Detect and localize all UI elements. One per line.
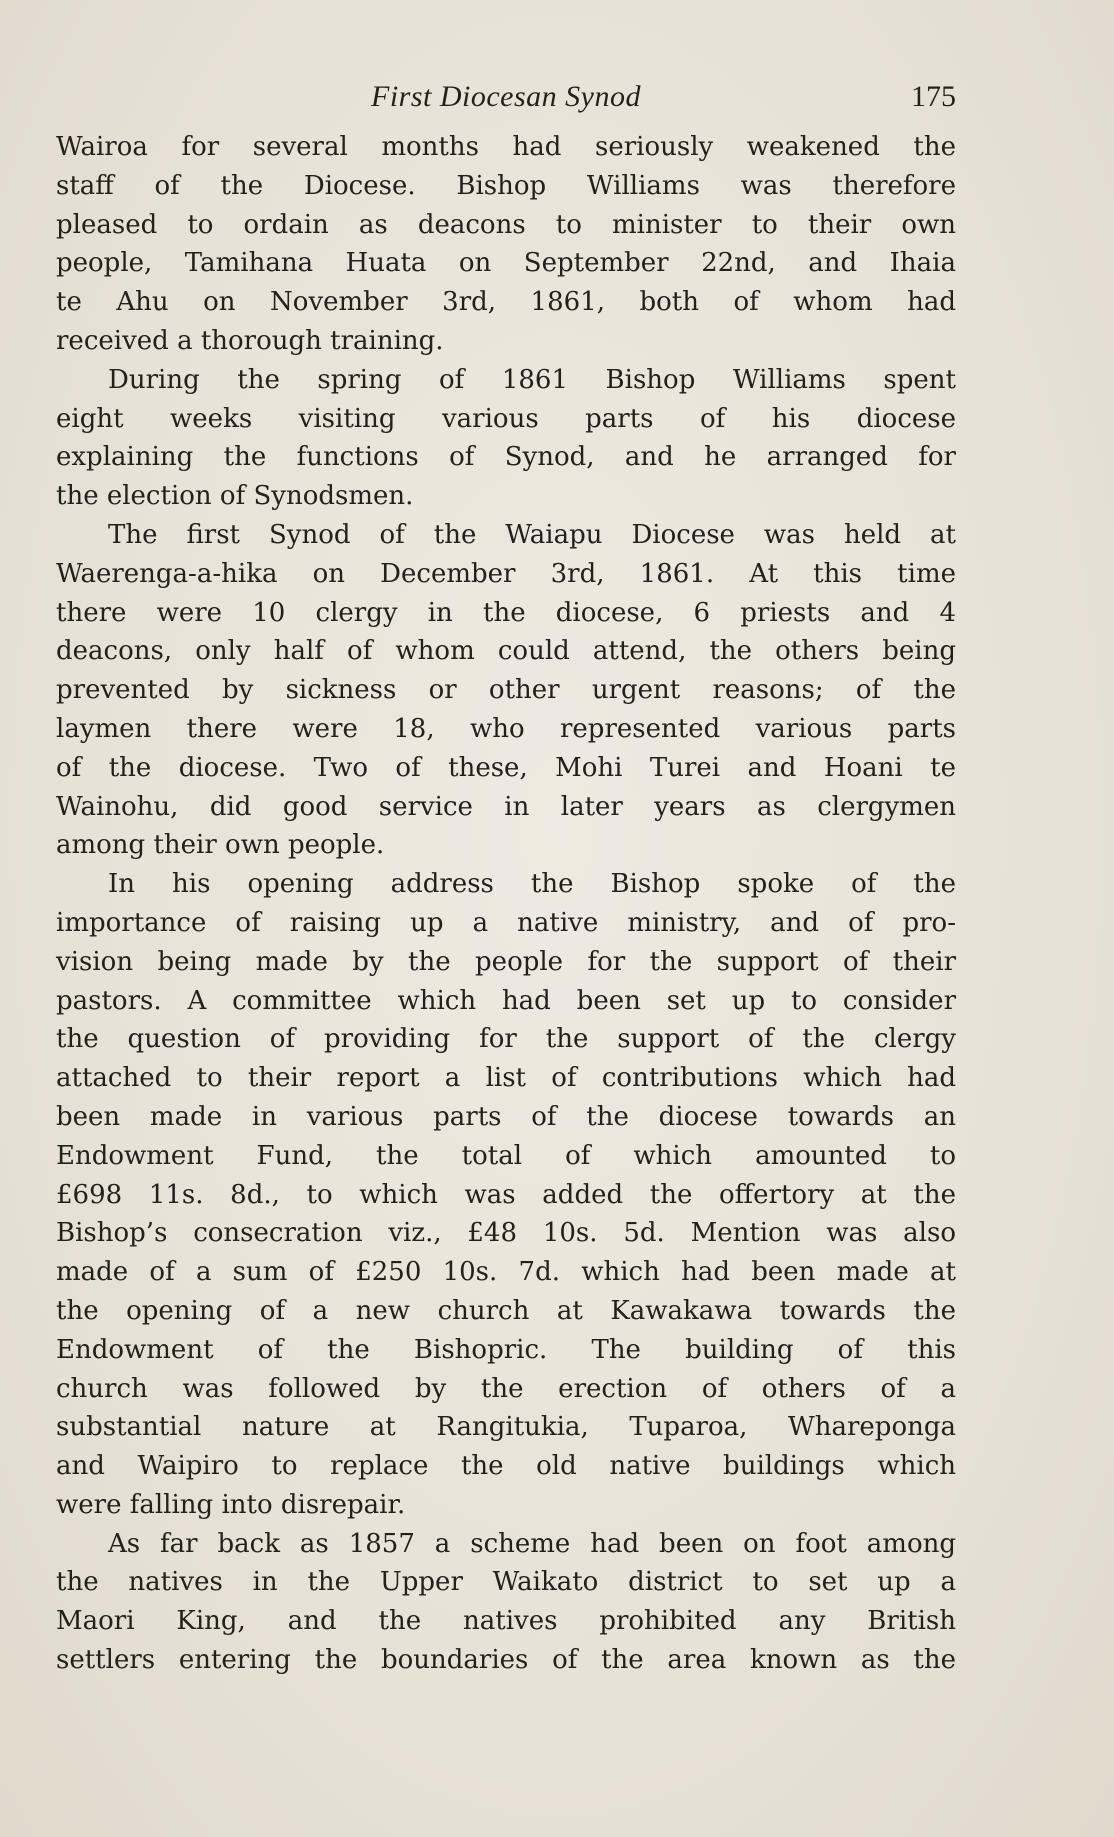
text-line: Endowment of the Bishopric. The building of this — [56, 1334, 956, 1365]
text-line: Wairoa for several months had seriously weakened the — [56, 132, 956, 162]
text-line: made of a sum of £250 10s. 7d. which had been made at — [56, 1257, 956, 1288]
body-text — [56, 128, 956, 1680]
paragraph — [56, 1525, 956, 1680]
text-line: laymen there were 18, who represented various parts — [56, 713, 956, 744]
text-line: In his opening address the Bishop spoke of the — [108, 869, 956, 900]
paragraph — [56, 516, 956, 865]
text-line: Endowment Fund, the total of which amounted to — [56, 1140, 956, 1171]
text-line: The first Synod of the Waiapu Diocese was held at — [108, 519, 956, 550]
text-line: the natives in the Upper Waikato district to set up a — [56, 1567, 956, 1598]
text-line: pleased to ordain as deacons to minister to their own — [56, 209, 956, 240]
text-line: among their own people. — [56, 830, 385, 861]
text-line: prevented by sickness or other urgent reasons; of the — [56, 675, 956, 706]
text-line: the election of Synodsmen. — [56, 481, 414, 512]
text-line: eight weeks visiting various parts of his diocese — [56, 403, 956, 434]
text-line: staff of the Diocese. Bishop Williams was therefore — [56, 170, 956, 201]
running-title: First Diocesan Synod — [371, 80, 641, 113]
paragraph — [56, 128, 956, 361]
text-line: were falling into disrepair. — [56, 1489, 406, 1520]
text-line: and Waipiro to replace the old native buildings which — [56, 1451, 956, 1482]
text-line: the question of providing for the support of the clergy — [56, 1024, 956, 1055]
text-line: Bishop’s consecration viz., £48 10s. 5d. Mention was also — [56, 1218, 956, 1249]
text-line: Maori King, and the natives prohibited any British — [56, 1606, 956, 1637]
text-line: pastors. A committee which had been set up to consider — [56, 985, 956, 1016]
text-line: Wainohu, did good service in later years as clergymen — [56, 791, 956, 822]
text-line: attached to their report a list of contributions which had — [56, 1063, 956, 1094]
text-line: vision being made by the people for the support of their — [56, 946, 956, 977]
text-line: there were 10 clergy in the diocese, 6 priests and 4 — [56, 597, 956, 628]
book-page — [56, 80, 956, 1680]
text-line: During the spring of 1861 Bishop Williams spent — [108, 364, 956, 395]
text-line: deacons, only half of whom could attend, the others being — [56, 636, 956, 667]
text-line: importance of raising up a native ministry, and of pro- — [56, 907, 956, 938]
text-line: been made in various parts of the diocese towards an — [56, 1101, 956, 1132]
text-line: church was followed by the erection of others of a — [56, 1373, 956, 1404]
text-line: of the diocese. Two of these, Mohi Turei and Hoani te — [56, 752, 956, 783]
running-head — [56, 80, 956, 124]
text-line: Waerenga-a-hika on December 3rd, 1861. At this time — [56, 558, 956, 589]
text-line: people, Tamihana Huata on September 22nd, and Ihaia — [56, 248, 956, 279]
text-line: £698 11s. 8d., to which was added the offertory at the — [56, 1179, 956, 1210]
text-line: substantial nature at Rangitukia, Tuparoa, Whareponga — [56, 1412, 956, 1443]
paragraph — [56, 361, 956, 516]
page-number: 175 — [911, 80, 956, 113]
text-line: settlers entering the boundaries of the area known as the — [56, 1645, 956, 1676]
text-line: the opening of a new church at Kawakawa towards the — [56, 1295, 956, 1326]
text-line: explaining the functions of Synod, and he arranged for — [56, 442, 956, 473]
paragraph — [56, 865, 956, 1525]
text-line: te Ahu on November 3rd, 1861, both of whom had — [56, 287, 956, 318]
text-line: As far back as 1857 a scheme had been on foot among — [108, 1528, 956, 1559]
text-line: received a thorough training. — [56, 325, 444, 356]
